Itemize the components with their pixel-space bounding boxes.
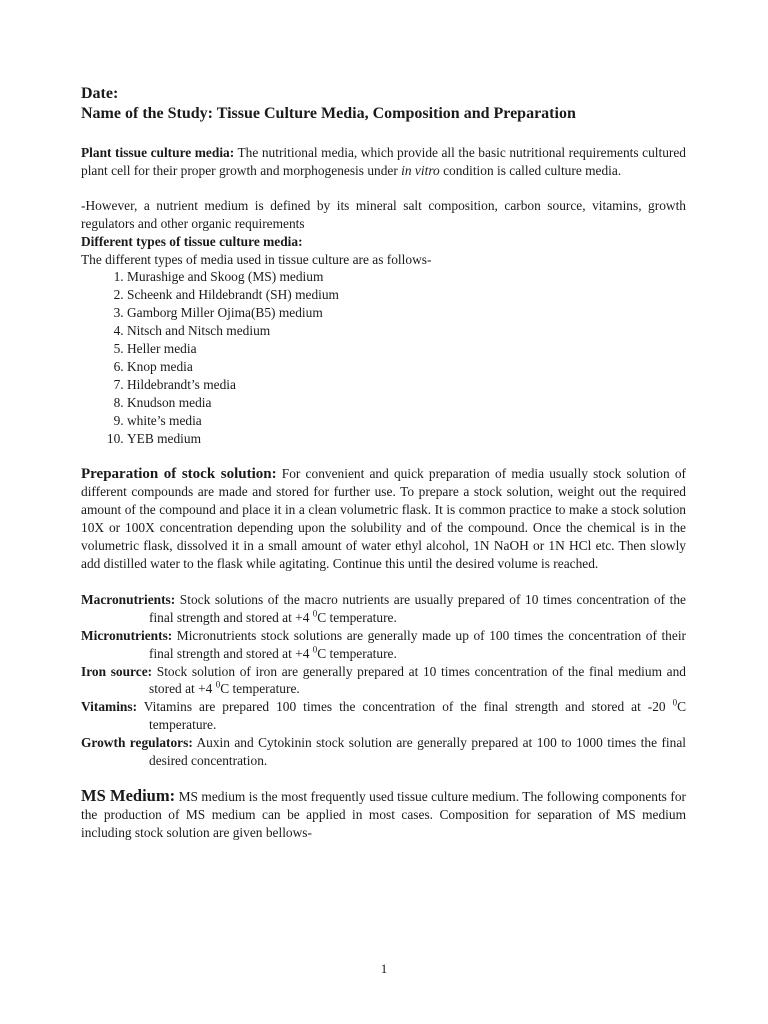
list-item: 3. Gamborg Miller Ojima(B5) medium	[127, 304, 686, 322]
growth-term: Growth regulators:	[81, 735, 193, 751]
degree-sup: 0	[312, 644, 318, 655]
micronutrients-entry	[81, 627, 686, 663]
stock-text: For convenient and quick preparation of media usually stock solution of different compounds are made and stored for further use. To prepare a stock solution, weight out the required amount of the compound and place it in a clean volumetric flask. It is common practice to make a stock solution 10X or 100X concentration depending upon the solubility and of the compound. Once the chemical is in the volumetric flask, dissolved it in a small amount of water ethyl alcohol, 1N NaOH or 1N HCl etc. Then slowly add distilled water to the flask while agitating. Continue this until the desired volume is reached.	[81, 465, 686, 572]
degree-sup: 0	[672, 697, 678, 708]
date-label: Date:	[81, 85, 119, 102]
ms-medium-paragraph	[81, 787, 686, 842]
types-heading: Different types of tissue culture media:	[81, 233, 303, 249]
degree-sup: 0	[312, 608, 318, 619]
page-number: 1	[380, 961, 388, 976]
list-item: 2. Scheenk and Hildebrandt (SH) medium	[127, 286, 686, 304]
temp-suffix: C temperature.	[220, 681, 300, 697]
ms-term: MS Medium:	[81, 786, 176, 805]
temp-suffix: C temperature.	[317, 645, 397, 661]
iron-term: Iron source:	[81, 663, 153, 679]
nutrient-definitions	[81, 591, 686, 770]
degree-sup: 0	[215, 680, 221, 690]
types-lead: The different types of media used in tissue culture are as follows-	[81, 251, 432, 267]
list-item: 6. Knop media	[127, 358, 686, 376]
growth-regulators-entry	[81, 734, 686, 770]
list-item: 8. Knudson media	[127, 394, 686, 412]
growth-text: Auxin and Cytokinin stock solution are generally prepared at 100 to 1000 times the final desired concentration.	[149, 735, 686, 769]
list-item: 4. Nitsch and Nitsch medium	[127, 322, 686, 340]
vit-term: Vitamins:	[81, 699, 138, 715]
iron-text: Stock solution of iron are generally prepared at 10 times concentration of the final medium and stored at +4	[149, 663, 686, 697]
macronutrients-entry	[81, 591, 686, 627]
intro-paragraph	[81, 144, 686, 180]
list-item: 5. Heller media	[127, 340, 686, 358]
list-item: 9. white’s media	[127, 412, 686, 430]
list-item: 7. Hildebrandt’s media	[127, 376, 686, 394]
intro-term: Plant tissue culture media:	[81, 145, 235, 160]
intro-text: The nutritional media, which provide all the basic nutritional requirements cultured plant cell for their proper growth and morphogenesis under	[81, 145, 687, 178]
stock-term: Preparation of stock solution:	[81, 465, 277, 482]
list-item: 1. Murashige and Skoog (MS) medium	[127, 268, 686, 286]
intro-text-end: condition is called culture media.	[439, 162, 622, 178]
temp-suffix: C temperature.	[149, 699, 686, 733]
study-title: Name of the Study: Tissue Culture Media, Composition and Preparation	[81, 105, 576, 122]
media-types-list	[81, 268, 686, 447]
micro-text: Micronutrients stock solutions are generally made up of 100 times the concentration of their final strength and stored at +4	[149, 627, 686, 661]
macro-text: Stock solutions of the macro nutrients are usually prepared of 10 times concentration of the final strength and stored at +4	[149, 591, 686, 625]
vitamins-entry	[81, 698, 686, 734]
temp-suffix: C temperature.	[317, 609, 397, 625]
vit-text: Vitamins are prepared 100 times the concentration of the final strength and stored at -20	[137, 699, 673, 715]
stock-paragraph	[81, 465, 686, 573]
document-page	[81, 84, 686, 842]
ms-text: MS medium is the most frequently used tissue culture medium. The following components for the production of MS medium can be applied in most cases. Composition for separation of MS medium including stock solution are given bellows-	[81, 789, 686, 840]
macro-term: Macronutrients:	[81, 591, 176, 607]
iron-source-entry	[81, 663, 686, 699]
list-item: 10. YEB medium	[127, 430, 686, 448]
intro-italic: in vitro	[401, 162, 440, 178]
however-paragraph: -However, a nutrient medium is defined by its mineral salt composition, carbon source, vitamins, growth regulators and other organic requirements	[81, 197, 686, 231]
micro-term: Micronutrients:	[81, 627, 173, 643]
